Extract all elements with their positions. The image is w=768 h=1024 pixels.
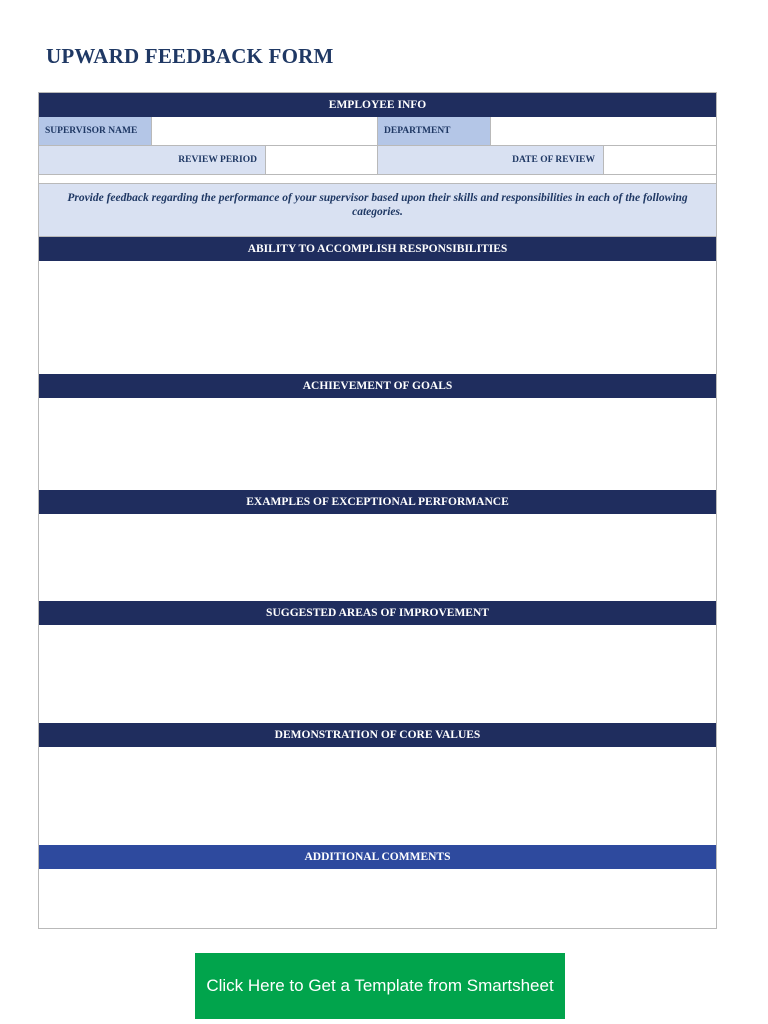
employee-info-row-2 xyxy=(39,146,716,175)
review-period-label: REVIEW PERIOD xyxy=(39,146,266,174)
section-header-improvement: SUGGESTED AREAS OF IMPROVEMENT xyxy=(39,601,716,625)
section-field-improvement[interactable] xyxy=(39,625,716,723)
date-of-review-label: DATE OF REVIEW xyxy=(378,146,604,174)
section-field-additional-comments[interactable] xyxy=(39,869,716,928)
form-title: UPWARD FEEDBACK FORM xyxy=(46,44,334,68)
employee-info-header: EMPLOYEE INFO xyxy=(39,93,716,117)
section-field-exceptional-performance[interactable] xyxy=(39,514,716,601)
section-field-core-values[interactable] xyxy=(39,747,716,845)
review-period-field[interactable] xyxy=(266,146,378,174)
section-header-exceptional-performance: EXAMPLES OF EXCEPTIONAL PERFORMANCE xyxy=(39,490,716,514)
smartsheet-template-button[interactable]: Click Here to Get a Template from Smartsheet xyxy=(195,953,565,1019)
employee-info-row-1 xyxy=(39,117,716,146)
section-field-goals[interactable] xyxy=(39,398,716,490)
supervisor-name-field[interactable] xyxy=(152,117,378,145)
section-header-goals: ACHIEVEMENT OF GOALS xyxy=(39,374,716,398)
department-field[interactable] xyxy=(491,117,716,145)
date-of-review-field[interactable] xyxy=(604,146,716,174)
spacer-row xyxy=(39,175,716,184)
section-header-responsibilities: ABILITY TO ACCOMPLISH RESPONSIBILITIES xyxy=(39,237,716,261)
section-field-responsibilities[interactable] xyxy=(39,261,716,374)
feedback-form xyxy=(38,92,717,929)
department-label: DEPARTMENT xyxy=(378,117,491,145)
supervisor-name-label: SUPERVISOR NAME xyxy=(39,117,152,145)
instructions-text: Provide feedback regarding the performance of your supervisor based upon their skills and responsibilities in each of the following categories. xyxy=(39,184,716,237)
section-header-additional-comments: ADDITIONAL COMMENTS xyxy=(39,845,716,869)
section-header-core-values: DEMONSTRATION OF CORE VALUES xyxy=(39,723,716,747)
